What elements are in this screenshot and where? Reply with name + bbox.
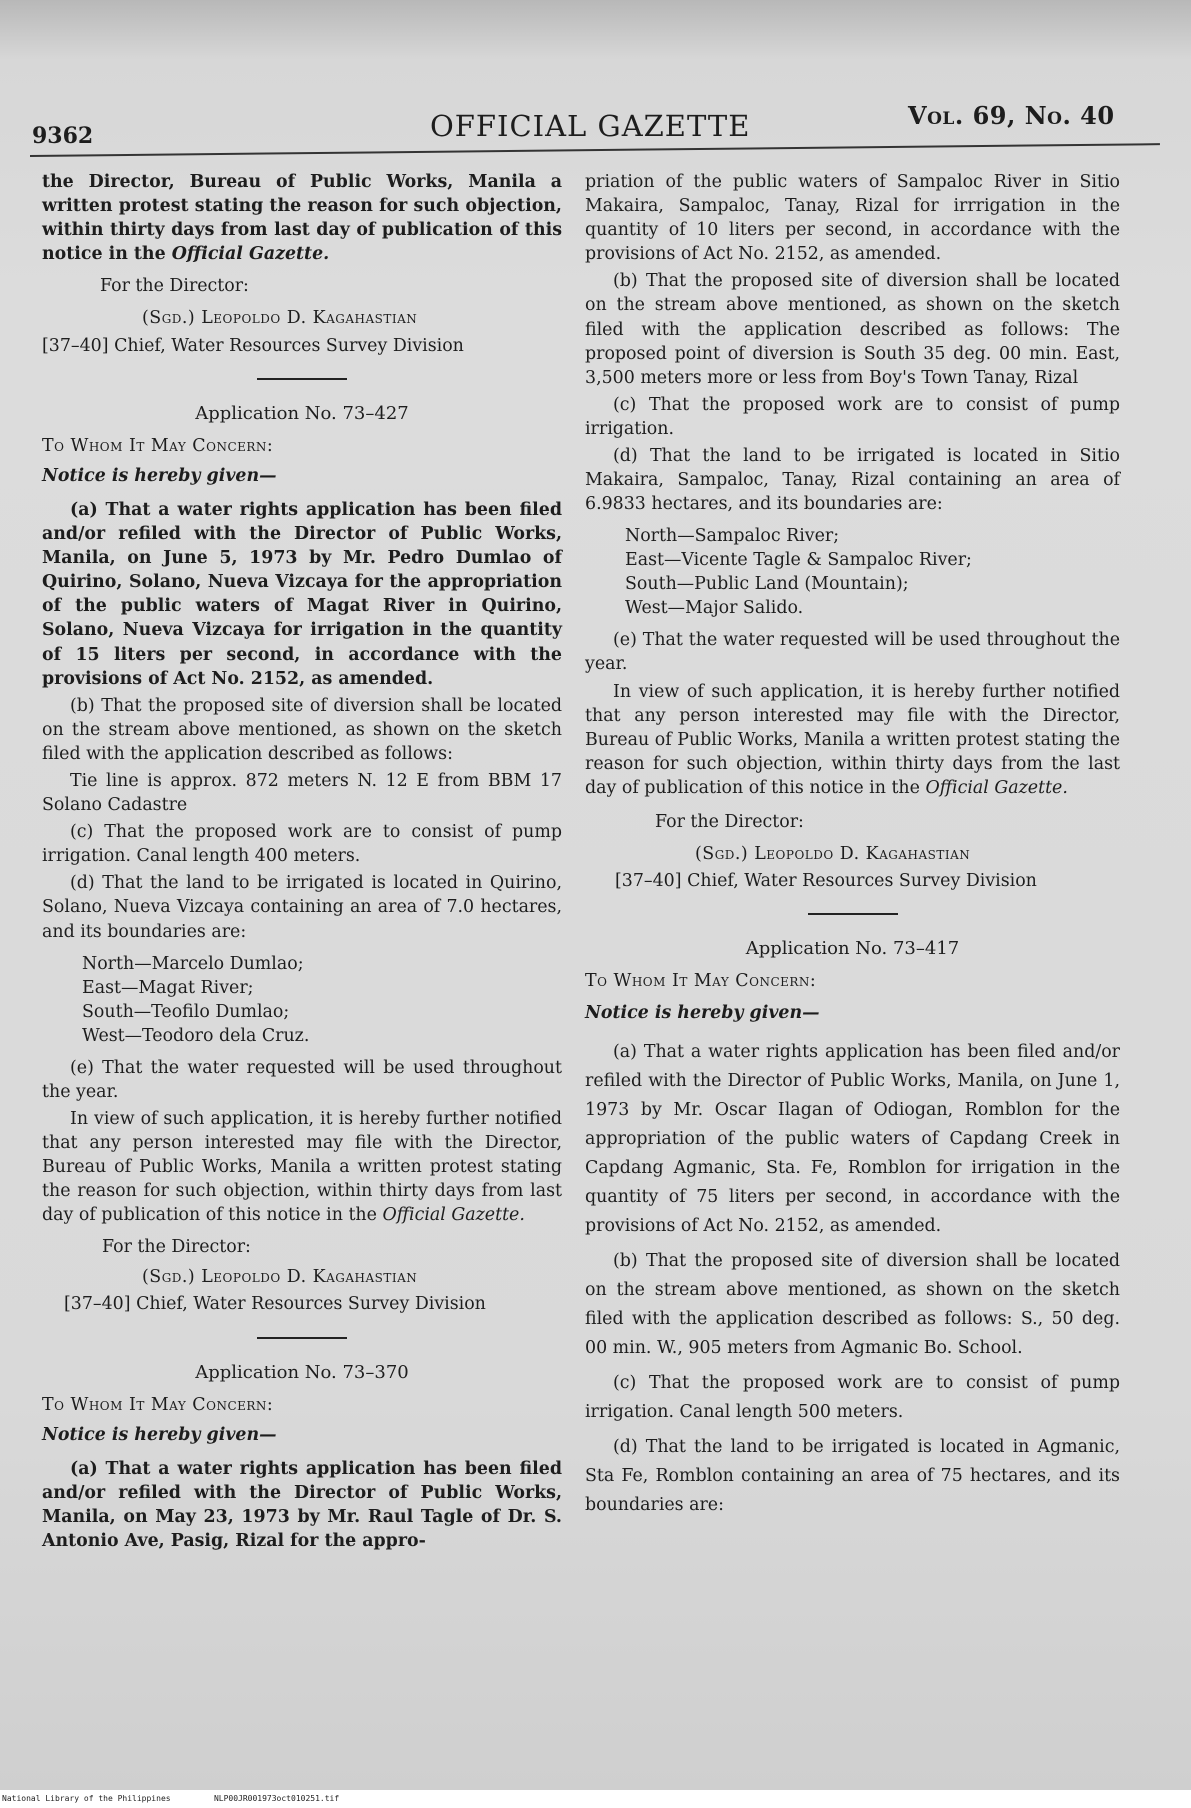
boundary-north: North—Marcelo Dumlao; [82,953,304,974]
to-whom: To Whom It May Concern: [585,971,817,992]
intro-text: the Director, Bureau of Public Works, Manila a written protest stating the reason for such objection, within thirty days from last day of publication of this notice in the [42,172,562,265]
boundaries-list [625,524,1120,620]
view-gazette-ref: Official Gazette. [382,1205,525,1226]
scan-filename: NLP00JR001973oct010251.tif [213,1794,340,1803]
publication-title: OFFICIAL GAZETTE [430,109,751,143]
view-gazette-ref: Official Gazette. [925,777,1068,798]
for-director: For the Director: [102,1237,251,1258]
application-title: Application No. 73–370 [195,1361,409,1383]
scan-footer [0,1790,1191,1808]
para-b: (b) That the proposed site of diversion shall be located on the stream above mentioned, as shown on the sketch filed with the application described as follows: [42,695,562,764]
page-header [0,95,1191,155]
para-e: (e) That the water requested will be used throughout the year. [42,1057,562,1102]
boundary-east: East—Magat River; [82,977,254,998]
intro-gazette-ref: Official Gazette. [171,244,330,265]
signature-line [64,1292,562,1316]
signature-name: (Sgd.) Leopoldo D. Kagahastian [695,844,971,865]
to-whom: To Whom It May Concern: [42,1394,274,1415]
boundary-south: South—Teofilo Dumlao; [82,1001,290,1022]
para-d: (d) That the land to be irrigated is located in Sitio Makaira, Sampaloc, Tanay, Rizal containing an area of 6.9833 hectares, and its boundaries are: [585,446,1120,515]
boundary-west: West—Major Salido. [625,598,804,619]
header-rule [30,143,1160,157]
para-d: (d) That the land to be irrigated is located in Agmanic, Sta Fe, Romblon containing an area of 75 hectares, and its boundaries are: [585,1436,1120,1515]
boundary-east: East—Vicente Tagle & Sampaloc River; [625,550,972,571]
boundaries-list [82,952,562,1048]
para-b-tie-line: Tie line is approx. 872 meters N. 12 E from BBM 17 Solano Cadastre [42,770,562,816]
para-b: (b) That the proposed site of diversion shall be located on the stream above mentioned, as shown on the sketch filed with the application described as follows: S., 50 deg. 00 min. W., 905 meters from Agmanic Bo. School. [585,1250,1120,1358]
signature-ref: [37–40] [42,335,109,356]
signature-line [42,334,562,358]
view-paragraph [585,680,1120,800]
right-column [585,170,1120,1523]
to-whom: To Whom It May Concern: [42,435,274,456]
para-b: (b) That the proposed site of diversion shall be located on the stream above mentioned, as shown on the sketch filed with the application described as follows: The proposed point of diversion is South 35 deg. 00 min. East, 3,500 meters more or less from Boy's Town Tanay, Rizal [585,271,1120,388]
para-c: (c) That the proposed work are to consist of pump irrigation. Canal length 400 meters. [42,822,562,867]
application-title: Application No. 73–427 [195,402,409,424]
para-a: (a) That a water rights application has been filed and/or refiled with the Director of Public Works, Manila, on June 5, 1973 by Mr. Pedro Dumlao of Quirino, Solano, Nueva Vizcaya for the appropriation of the public waters of Magat River in Quirino, Solano, Nueva Vizcaya for irrigation in the quantity of 15 liters per second, in accordance with the provisions of Act No. 2152, as amended. [42,499,562,689]
signature-ref: [37–40] [64,1294,131,1315]
view-text: In view of such application, it is hereby further notified that any person interested may file with the Director, Bureau of Public Works, Manila a written protest stating the reason for such objection, within thirty days from the last day of publication of this notice in the [585,681,1120,798]
page-number: 9362 [32,123,94,149]
para-a: (a) That a water rights application has been filed and/or refiled with the Director of Public Works, Manila, on May 23, 1973 by Mr. Raul Tagle of Dr. S. Antonio Ave, Pasig, Rizal for the appro- [42,1458,562,1552]
intro-paragraph [42,170,562,266]
library-credit: National Library of the Philippines [2,1794,171,1803]
section-divider [257,1337,347,1339]
boundary-west: West—Teodoro dela Cruz. [82,1025,310,1046]
section-divider [257,378,347,380]
para-a: (a) That a water rights application has been filed and/or refiled with the Director of Public Works, Manila, on June 1, 1973 by Mr. Oscar Ilagan of Odiogan, Romblon for the appropriation of the public waters of Capdang Creek in Capdang Agmanic, Sta. Fe, Romblon for irrigation in the quantity of 75 liters per second, in accordance with the provisions of Act No. 2152, as amended. [585,1041,1120,1236]
for-director: For the Director: [655,811,804,832]
signature-line [615,869,1120,893]
application-title: Application No. 73–417 [745,938,960,960]
continued-paragraph: priation of the public waters of Sampaloc River in Sitio Makaira, Sampaloc, Tanay, Rizal for irrrigation in the quantity of 10 liters per second, in accordance with the provisions of Act No. 2152, as amended. [585,172,1120,265]
volume-number: Vol. 69, No. 40 [908,101,1115,130]
signature-ref: [37–40] [615,871,682,892]
boundary-south: South—Public Land (Mountain); [625,574,909,595]
view-text: In view of such application, it is hereby further notified that any person interested may file with the Director, Bureau of Public Works, Manila a written protest stating the reason for such objection, within thirty days from last day of publication of this notice in the [42,1108,562,1226]
for-director: For the Director: [100,276,249,297]
signature-name: (Sgd.) Leopoldo D. Kagahastian [142,308,418,329]
para-d: (d) That the land to be irrigated is located in Quirino, Solano, Nueva Vizcaya containing an area of 7.0 hectares, and its boundaries are: [42,873,562,942]
boundary-north: North—Sampaloc River; [625,526,840,547]
notice-heading: Notice is hereby given— [585,1003,820,1024]
para-e: (e) That the water requested will be used throughout the year. [585,630,1120,675]
signature-title: Chief, Water Resources Survey Division [136,1294,486,1315]
notice-heading: Notice is hereby given— [42,465,277,486]
signature-title: Chief, Water Resources Survey Division [114,335,464,356]
notice-heading: Notice is hereby given— [42,1424,277,1445]
para-c: (c) That the proposed work are to consist of pump irrigation. [585,394,1120,439]
signature-name: (Sgd.) Leopoldo D. Kagahastian [142,1267,418,1288]
left-column [42,170,562,1556]
signature-title: Chief, Water Resources Survey Division [687,871,1037,892]
application-body [585,1038,1120,1520]
para-c: (c) That the proposed work are to consist of pump irrigation. Canal length 500 meters. [585,1372,1120,1422]
view-paragraph [42,1107,562,1227]
section-divider [808,913,898,915]
